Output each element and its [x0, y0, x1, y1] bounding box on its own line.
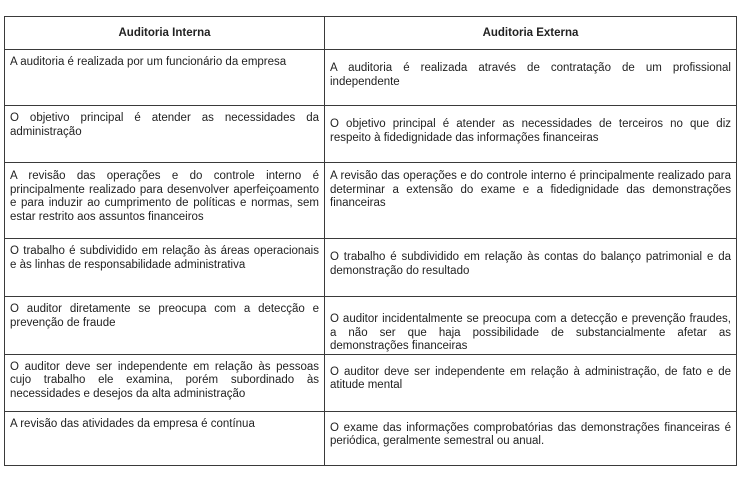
cell-externa — [325, 106, 737, 163]
table-row — [5, 297, 737, 355]
table-row — [5, 411, 737, 465]
cell-text: O objetivo principal é atender as necessidades da administração — [10, 112, 319, 138]
cell-externa — [325, 239, 737, 297]
table-row — [5, 354, 737, 411]
cell-interna — [5, 239, 325, 297]
cell-text: O trabalho é subdividido em relação às áreas operacionais e às linhas de responsabilidade administrativa — [10, 245, 319, 271]
table-row — [5, 239, 737, 297]
cell-text: O objetivo principal é atender as necessidades de terceiros no que diz respeito à fidedignidade das informações financeiras — [330, 118, 731, 144]
cell-externa — [325, 297, 737, 355]
cell-interna — [5, 106, 325, 163]
cell-text: A revisão das operações e do controle interno é principalmente realizado para desenvolver aperfeiçoamento e para induzir ao cumprimento de políticas e normas, sem estar restrito aos assuntos financeiros — [10, 170, 319, 223]
cell-interna — [5, 163, 325, 239]
cell-interna — [5, 354, 325, 411]
cell-text: O auditor diretamente se preocupa com a detecção e prevenção de fraude — [10, 303, 319, 329]
header-row — [5, 17, 737, 50]
header-auditoria-interna: Auditoria Interna — [5, 17, 325, 50]
cell-externa — [325, 50, 737, 106]
cell-text: O auditor deve ser independente em relação às pessoas cujo trabalho ele examina, porém subordinado às necessidades e desejos da alta administração — [10, 360, 319, 400]
cell-externa — [325, 354, 737, 411]
table-row — [5, 50, 737, 106]
header-auditoria-externa: Auditoria Externa — [325, 17, 737, 50]
cell-text: A revisão das atividades da empresa é contínua — [10, 417, 255, 430]
cell-text: O trabalho é subdividido em relação às contas do balanço patrimonial e da demonstração do resultado — [330, 251, 731, 277]
cell-externa — [325, 411, 737, 465]
cell-text: A auditoria é realizada por um funcionário da empresa — [10, 56, 287, 68]
cell-text: A auditoria é realizada através de contratação de um profissional independente — [330, 62, 731, 88]
table-row — [5, 106, 737, 163]
cell-text: A revisão das operações e do controle interno é principalmente realizado para determinar a extensão do exame e a fidedignidade das demonstrações financeiras — [330, 170, 731, 209]
cell-text: O exame das informações comprobatórias das demonstrações financeiras é periódica, geralmente semestral ou anual. — [330, 421, 731, 447]
cell-externa — [325, 163, 737, 239]
cell-interna — [5, 297, 325, 355]
comparison-table — [4, 16, 737, 466]
cell-text: O auditor deve ser independente em relação à administração, de fato e de atitude mental — [330, 365, 731, 391]
cell-interna — [5, 50, 325, 106]
cell-interna — [5, 411, 325, 465]
cell-text: O auditor incidentalmente se preocupa com a detecção e prevenção fraudes, a não ser que haja possibilidade de substancialmente afetar as demonstrações financeiras — [330, 313, 731, 352]
table-row — [5, 163, 737, 239]
